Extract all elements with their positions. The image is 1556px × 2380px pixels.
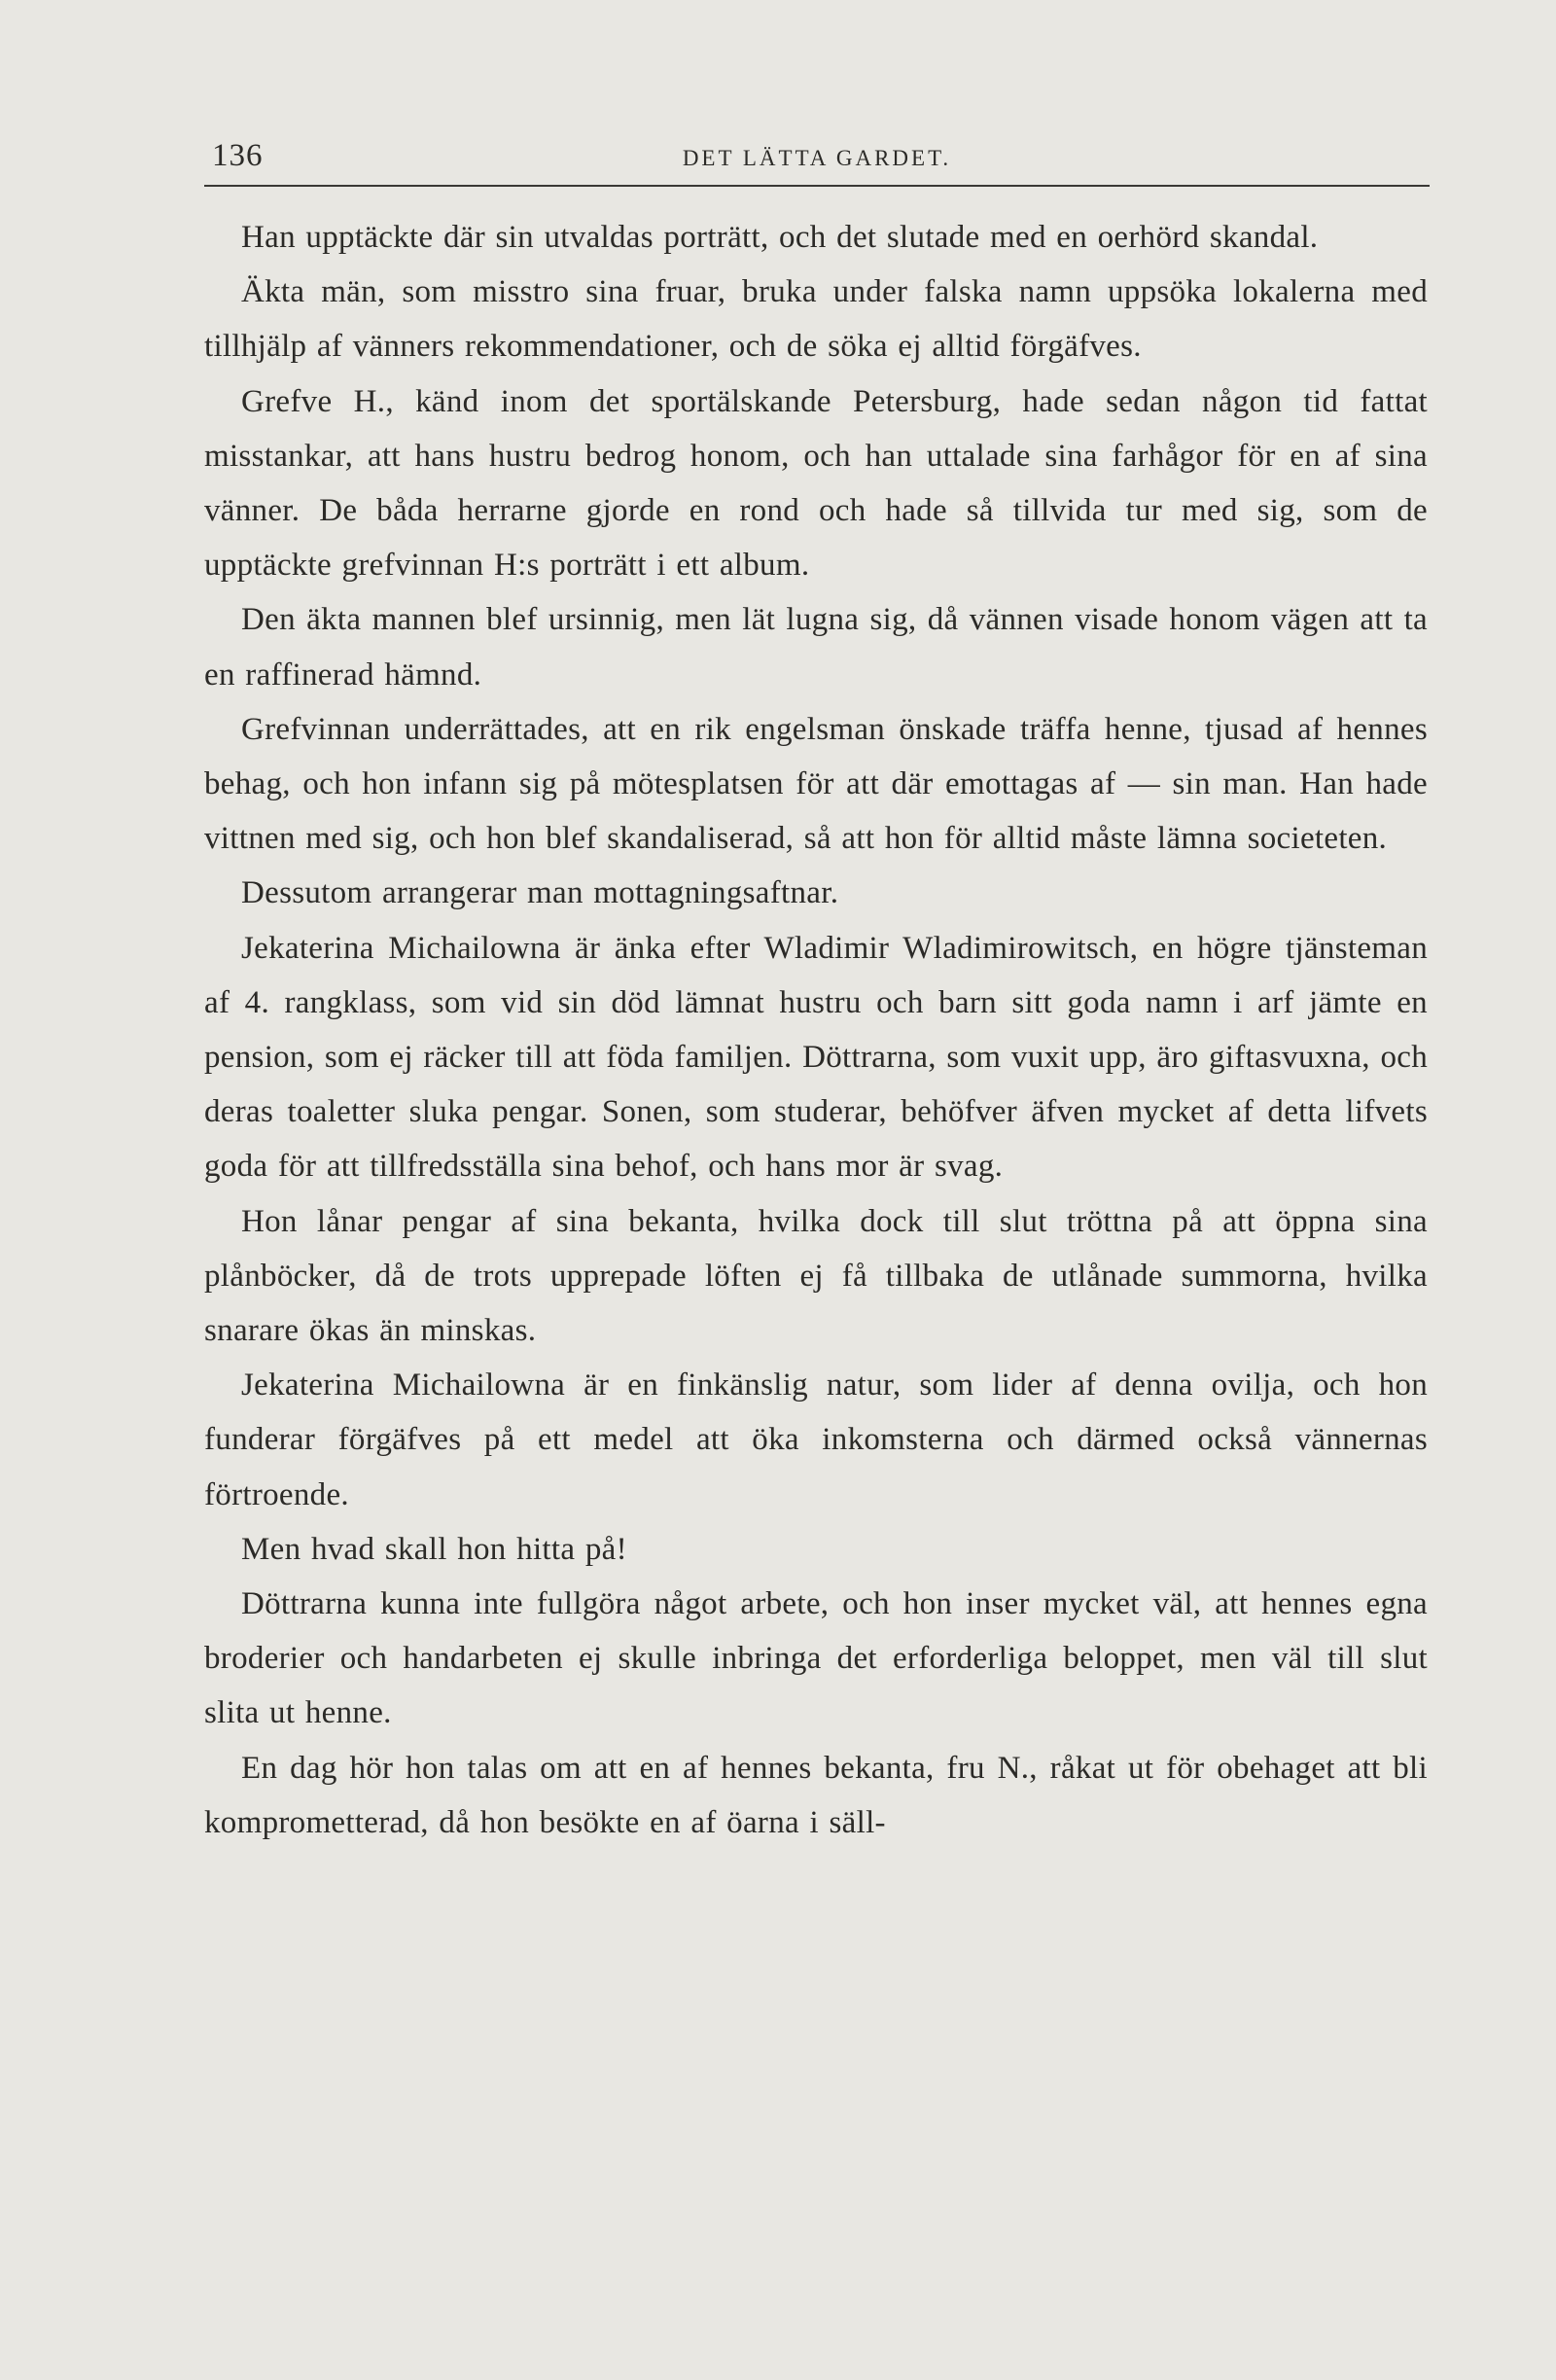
header-rule <box>204 185 1430 187</box>
paragraph: Men hvad skall hon hitta på! <box>241 1531 627 1567</box>
paragraph: Döttrarna kunna inte fullgöra något arbete, och hon inser mycket väl, att hennes egna broderier och handarbeten ej skulle inbringa det erforderliga beloppet, men väl till slut slita ut henne. <box>204 1586 1428 1731</box>
paragraph: Grefvinnan underrättades, att en rik engelsman önskade träffa henne, tjusad af hennes behag, och hon infann sig på mötesplatsen för att där emottagas af — sin man. Han hade vittnen med sig, och hon blef skandaliserad, så att hon för alltid måste lämna societeten. <box>204 711 1428 857</box>
paragraph: Dessutom arrangerar man mottagningsaftnar. <box>241 875 839 911</box>
paragraph: Han upptäckte där sin utvaldas porträtt, och det slutade med en oerhörd skandal. <box>241 220 1319 255</box>
paragraph: Jekaterina Michailowna är änka efter Wladimir Wladimirowitsch, en högre tjänsteman af 4. rangklass, som vid sin död lämnat hustru och barn sitt goda namn i arf jämte en pension, som ej räcker till att föda familjen. Döttrarna, som vuxit upp, äro giftasvuxna, och deras toaletter sluka pengar. Sonen, som studerar, behöfver äfven mycket af detta lifvets goda för att tillfredsställa sina behof, och hans mor är svag. <box>204 930 1428 1185</box>
paragraph: Hon lånar pengar af sina bekanta, hvilka dock till slut tröttna på att öppna sina plånböcker, då de trots upprepade löften ej få tillbaka de utlånade summorna, hvilka snarare ökas än minskas. <box>204 1203 1428 1349</box>
paragraph: Jekaterina Michailowna är en finkänslig natur, som lider af denna ovilja, och hon funderar förgäfves på ett medel att öka inkomsterna och därmed också vännernas förtroende. <box>204 1368 1428 1512</box>
running-head <box>204 138 1430 181</box>
paragraph: Den äkta mannen blef ursinnig, men lät lugna sig, då vännen visade honom vägen att ta en raffinerad hämnd. <box>204 602 1428 693</box>
paragraph: Äkta män, som misstro sina fruar, bruka under falska namn uppsöka lokalerna med tillhjälp af vänners rekommendationer, och de söka ej alltid förgäfves. <box>204 274 1428 365</box>
running-title: DET LÄTTA GARDET. <box>682 146 952 170</box>
paragraph: En dag hör hon talas om att en af hennes bekanta, fru N., råkat ut för obehaget att bli komprometterad, då hon besökte en af öarna i säll- <box>204 1750 1428 1840</box>
paragraph: Grefve H., känd inom det sportälskande Petersburg, hade sedan någon tid fattat misstankar, att hans hustru bedrog honom, och han uttalade sina farhågor för en af sina vänner. De båda herrarne gjorde en rond och hade så tillvida tur med sig, som de upptäckte grefvinnan H:s porträtt i ett album. <box>204 383 1428 584</box>
page-number: 136 <box>212 138 264 173</box>
body-text <box>204 210 1428 1850</box>
